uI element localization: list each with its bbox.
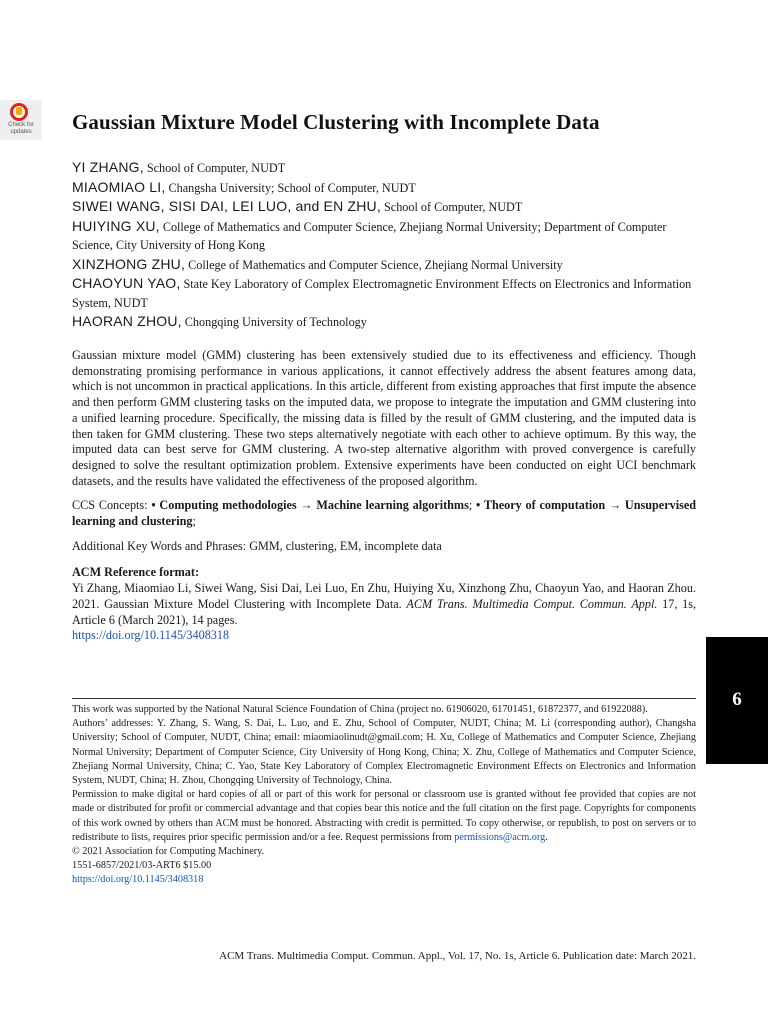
citation-journal: ACM Trans. Multimedia Comput. Commun. Appl. bbox=[406, 596, 658, 611]
author-entry bbox=[72, 312, 698, 332]
author-list bbox=[72, 158, 698, 332]
ccs-concept: • Computing methodologies → Machine learning algorithms bbox=[151, 498, 469, 513]
keywords-text: GMM, clustering, EM, incomplete data bbox=[249, 538, 442, 553]
author-affiliation: School of Computer, NUDT bbox=[384, 200, 523, 214]
copyright-line: © 2021 Association for Computing Machinery. bbox=[72, 846, 265, 858]
reference-heading-text: ACM Reference format: bbox=[72, 565, 199, 580]
author-entry bbox=[72, 217, 698, 255]
author-name: HUIYING XU, bbox=[72, 217, 160, 234]
footnote bbox=[72, 703, 696, 888]
author-affiliation: College of Mathematics and Computer Science, Zhejiang Normal University; Department of Computer Science, City University of Hong Kong bbox=[72, 219, 667, 252]
author-affiliation: College of Mathematics and Computer Science, Zhejiang Normal University bbox=[188, 257, 563, 272]
author-name: CHAOYUN YAO, bbox=[72, 275, 181, 291]
author-affiliation: Chongqing University of Technology bbox=[184, 315, 367, 329]
check-for-updates-badge[interactable] bbox=[0, 100, 42, 140]
citation-details: 17, 1s, Article 6 (March 2021), 14 pages. bbox=[72, 596, 697, 627]
author-name: MIAOMIAO LI, bbox=[72, 178, 166, 195]
author-name: XINZHONG ZHU, bbox=[72, 255, 186, 272]
issn-line: 1551-6857/2021/03-ART6 $15.00 bbox=[72, 860, 212, 872]
ccs-end: ; bbox=[192, 514, 196, 529]
reference-heading bbox=[72, 565, 696, 581]
ccs-concept: • Theory of computation → Unsupervised learning and clustering bbox=[72, 498, 697, 529]
funding-note: This work was supported by the National Natural Science Foundation of China (project no. 61906020, 61701451, 61872377, and 61922088). bbox=[72, 704, 648, 715]
author-affiliation: State Key Laboratory of Complex Electromagnetic Environment Effects on Electronics and Information System, NUDT bbox=[72, 277, 692, 310]
permission-notice bbox=[72, 788, 696, 845]
permission-end: . bbox=[545, 831, 548, 843]
permission-text: Permission to make digital or hard copies of all or part of this work for personal or classroom use is granted without fee provided that copies are not made or distributed for profit or commercial advantage and that copies bear this notice and the full citation on the first page. Copyrights for components of this work owned by others than ACM must be honored. Abstracting with credit is permitted. To copy otherwise, or republish, to post on servers or to redistribute to lists, requires prior specific permission and/or a fee. Request permissions from bbox=[72, 789, 696, 843]
reference-citation bbox=[72, 581, 696, 628]
page-footer: ACM Trans. Multimedia Comput. Commun. Appl., Vol. 17, No. 1s, Article 6. Publication date: March 2021. bbox=[219, 950, 696, 962]
crossmark-icon bbox=[10, 103, 28, 121]
reference-doi bbox=[72, 628, 696, 644]
keywords-label: Additional Key Words and Phrases: bbox=[72, 538, 247, 553]
permissions-email-link[interactable]: permissions@acm.org bbox=[454, 831, 546, 843]
article-number: 6 bbox=[732, 689, 742, 710]
author-affiliation: Changsha University; School of Computer, NUDT bbox=[168, 180, 416, 195]
author-name: SIWEI WANG, SISI DAI, LEI LUO, and EN ZHU, bbox=[72, 198, 381, 214]
paper-title: Gaussian Mixture Model Clustering with Incomplete Data bbox=[72, 110, 600, 134]
footnote-doi bbox=[72, 873, 696, 887]
author-name: HAORAN ZHOU, bbox=[72, 313, 182, 329]
ccs-concepts bbox=[72, 498, 696, 529]
author-entry bbox=[72, 178, 698, 198]
citation-main: Yi Zhang, Miaomiao Li, Siwei Wang, Sisi Dai, Lei Luo, En Zhu, Huiying Xu, Xinzhong Zhu, Chaoyun Yao, and Haoran Zhou. 2021. Gaussian Mixture Model Clustering with Incomplete Data. bbox=[72, 581, 696, 611]
author-entry bbox=[72, 255, 698, 275]
ccs-separator: ; bbox=[468, 498, 473, 513]
keywords bbox=[72, 539, 696, 555]
author-entry bbox=[72, 197, 698, 217]
author-entry bbox=[72, 274, 698, 312]
abstract: Gaussian mixture model (GMM) clustering has been extensively studied due to its effectiveness and efficiency. Though demonstrating promising performance in various applications, it cannot effectively address the absent features among data, which is not uncommon in practical applications. In this article, different from existing approaches that first impute the absence and then perform GMM clustering tasks on the imputed data, we propose to integrate the imputation and GMM clustering into a unified learning procedure. Specifically, the missing data is filled by the result of GMM clustering, and the imputed data is then taken for GMM clustering. These two steps alternatively negotiate with each other to achieve optimum. By this way, the imputed data can best serve for GMM clustering. A two-step alternative algorithm with proved convergence is carefully designed to solve the resultant optimization problem. Extensive experiments have been conducted on eight UCI benchmark datasets, and the results have validated the effectiveness of the proposed algorithm. bbox=[72, 348, 696, 488]
article-number-tab bbox=[706, 637, 768, 764]
doi-link[interactable]: https://doi.org/10.1145/3408318 bbox=[72, 628, 230, 643]
author-name: YI ZHANG, bbox=[72, 159, 144, 175]
author-entry bbox=[72, 158, 698, 178]
ccs-label: CCS Concepts: bbox=[72, 498, 148, 513]
badge-label: Check for updates bbox=[8, 122, 34, 135]
footnote-doi-link[interactable]: https://doi.org/10.1145/3408318 bbox=[72, 874, 204, 886]
footnote-divider bbox=[72, 698, 696, 699]
author-addresses: Authors’ addresses: Y. Zhang, S. Wang, S. Dai, L. Luo, and E. Zhu, School of Computer, NUDT, China; M. Li (corresponding author), Changsha University; School of Computer, NUDT, China; email: miaomiaolinudt@gmail.com; H. Xu, College of Mathematics and Computer Science, Zhejiang Normal University; Department of Computer Science, City University of Hong Kong, China; X. Zhu, College of Mathematics and Computer Science, Zhejiang Normal University, China; C. Yao, State Key Laboratory of Complex Electromagnetic Environment Effects on Electronics and Information System, NUDT, China; H. Zhou, Chongqing University of Technology, China. bbox=[72, 718, 696, 787]
author-affiliation: School of Computer, NUDT bbox=[146, 161, 286, 175]
front-matter bbox=[72, 348, 696, 644]
